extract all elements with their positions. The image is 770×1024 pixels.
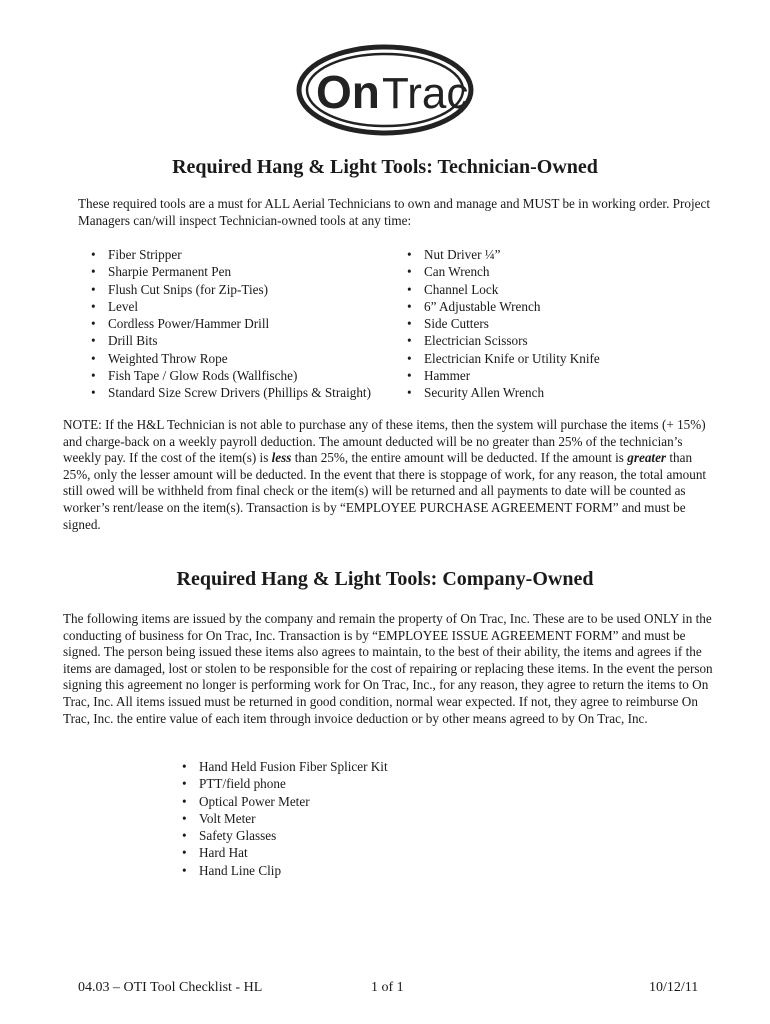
- list-item: • Security Allen Wrench: [407, 384, 600, 401]
- list-item: • Weighted Throw Rope: [91, 350, 371, 367]
- list-item: • Electrician Knife or Utility Knife: [407, 350, 600, 367]
- technician-tools-list-right: [407, 246, 600, 402]
- list-item: • Optical Power Meter: [182, 793, 388, 810]
- list-item: • Fish Tape / Glow Rods (Wallfische): [91, 367, 371, 384]
- list-item: • Sharpie Permanent Pen: [91, 263, 371, 280]
- list-item: • PTT/field phone: [182, 775, 388, 792]
- list-item: • Hard Hat: [182, 844, 388, 861]
- list-item: • Side Cutters: [407, 315, 600, 332]
- list-item: • Standard Size Screw Drivers (Phillips & Straight): [91, 384, 371, 401]
- list-item: • Level: [91, 298, 371, 315]
- company-owned-title: Required Hang & Light Tools: Company-Owned: [176, 568, 594, 590]
- company-owned-intro: The following items are issued by the company and remain the property of On Trac, Inc. These are to be used ONLY in the conducting of business for On Trac, Inc. Transaction is by “EMPLOYEE ISSUE AGREEMENT FORM” and must be signed. The person being issued these items also agrees to maintain, to the best of their ability, the items and agrees if the items are damaged, lost or stolen to be responsible for the cost of repairing or replacing these items. In the event the person signing this agreement no longer is performing work for On Trac, Inc., for any reason, they agree to return the items to On Trac, Inc. All items issued must be returned in good condition, normal wear expected. If not, they agree to reimburse On Trac, Inc. the entire value of each item through invoice deduction or by other means agreed to by On Trac, Inc.: [63, 611, 713, 726]
- note-text-1: NOTE: If the H&L Technician is not able to purchase any of these items, then the system will purchase the items (+ 15%) and charge-back on a weekly payroll deduction. The amount deducted will be no greater than 25% of the technician’s weekly pay. If the cost of the item(s) is: [63, 417, 706, 466]
- note-text-2: than 25%, the entire amount will be deducted. If the amount is: [291, 450, 628, 466]
- list-item: • Hammer: [407, 367, 600, 384]
- footer-date: 10/12/11: [649, 980, 699, 995]
- company-tools-list: [182, 758, 388, 879]
- technician-owned-title: Required Hang & Light Tools: Technician-Owned: [172, 156, 598, 178]
- list-item: • Hand Line Clip: [182, 862, 388, 879]
- note-emphasis-greater: greater: [627, 450, 667, 466]
- logo-text-trac: Trac: [382, 69, 469, 118]
- deduction-note: [63, 417, 713, 533]
- list-item: • Cordless Power/Hammer Drill: [91, 315, 371, 332]
- list-item: • Volt Meter: [182, 810, 388, 827]
- list-item: • Safety Glasses: [182, 827, 388, 844]
- list-item: • Nut Driver ¼”: [407, 246, 600, 263]
- note-emphasis-less: less: [271, 450, 292, 466]
- list-item: • Drill Bits: [91, 332, 371, 349]
- list-item: • Channel Lock: [407, 281, 600, 298]
- footer-doc-id: 04.03 – OTI Tool Checklist - HL: [78, 980, 263, 995]
- technician-owned-intro: These required tools are a must for ALL Aerial Technicians to own and manage and MUST be in working order. Project Managers can/will inspect Technician-owned tools at any time:: [78, 196, 711, 228]
- logo-text-on: On: [316, 66, 380, 118]
- list-item: • Can Wrench: [407, 263, 600, 280]
- list-item: • Fiber Stripper: [91, 246, 371, 263]
- list-item: • Hand Held Fusion Fiber Splicer Kit: [182, 758, 388, 775]
- note-text-3: than 25%, only the lesser amount will be deducted. In the event that there is stoppage of work, for any reason, the total amount still owed will be withheld from final check or the item(s) will be returned and all payments to date will be counted as worker’s rent/lease on the item(s). Transaction is by “EMPLOYEE PURCHASE AGREEMENT FORM” and must be signed.: [63, 450, 707, 532]
- technician-tools-list-left: [91, 246, 371, 402]
- list-item: • Flush Cut Snips (for Zip-Ties): [91, 281, 371, 298]
- footer-page-number: 1 of 1: [371, 980, 404, 995]
- list-item: • 6” Adjustable Wrench: [407, 298, 600, 315]
- list-item: • Electrician Scissors: [407, 332, 600, 349]
- ontrac-logo: [296, 44, 474, 136]
